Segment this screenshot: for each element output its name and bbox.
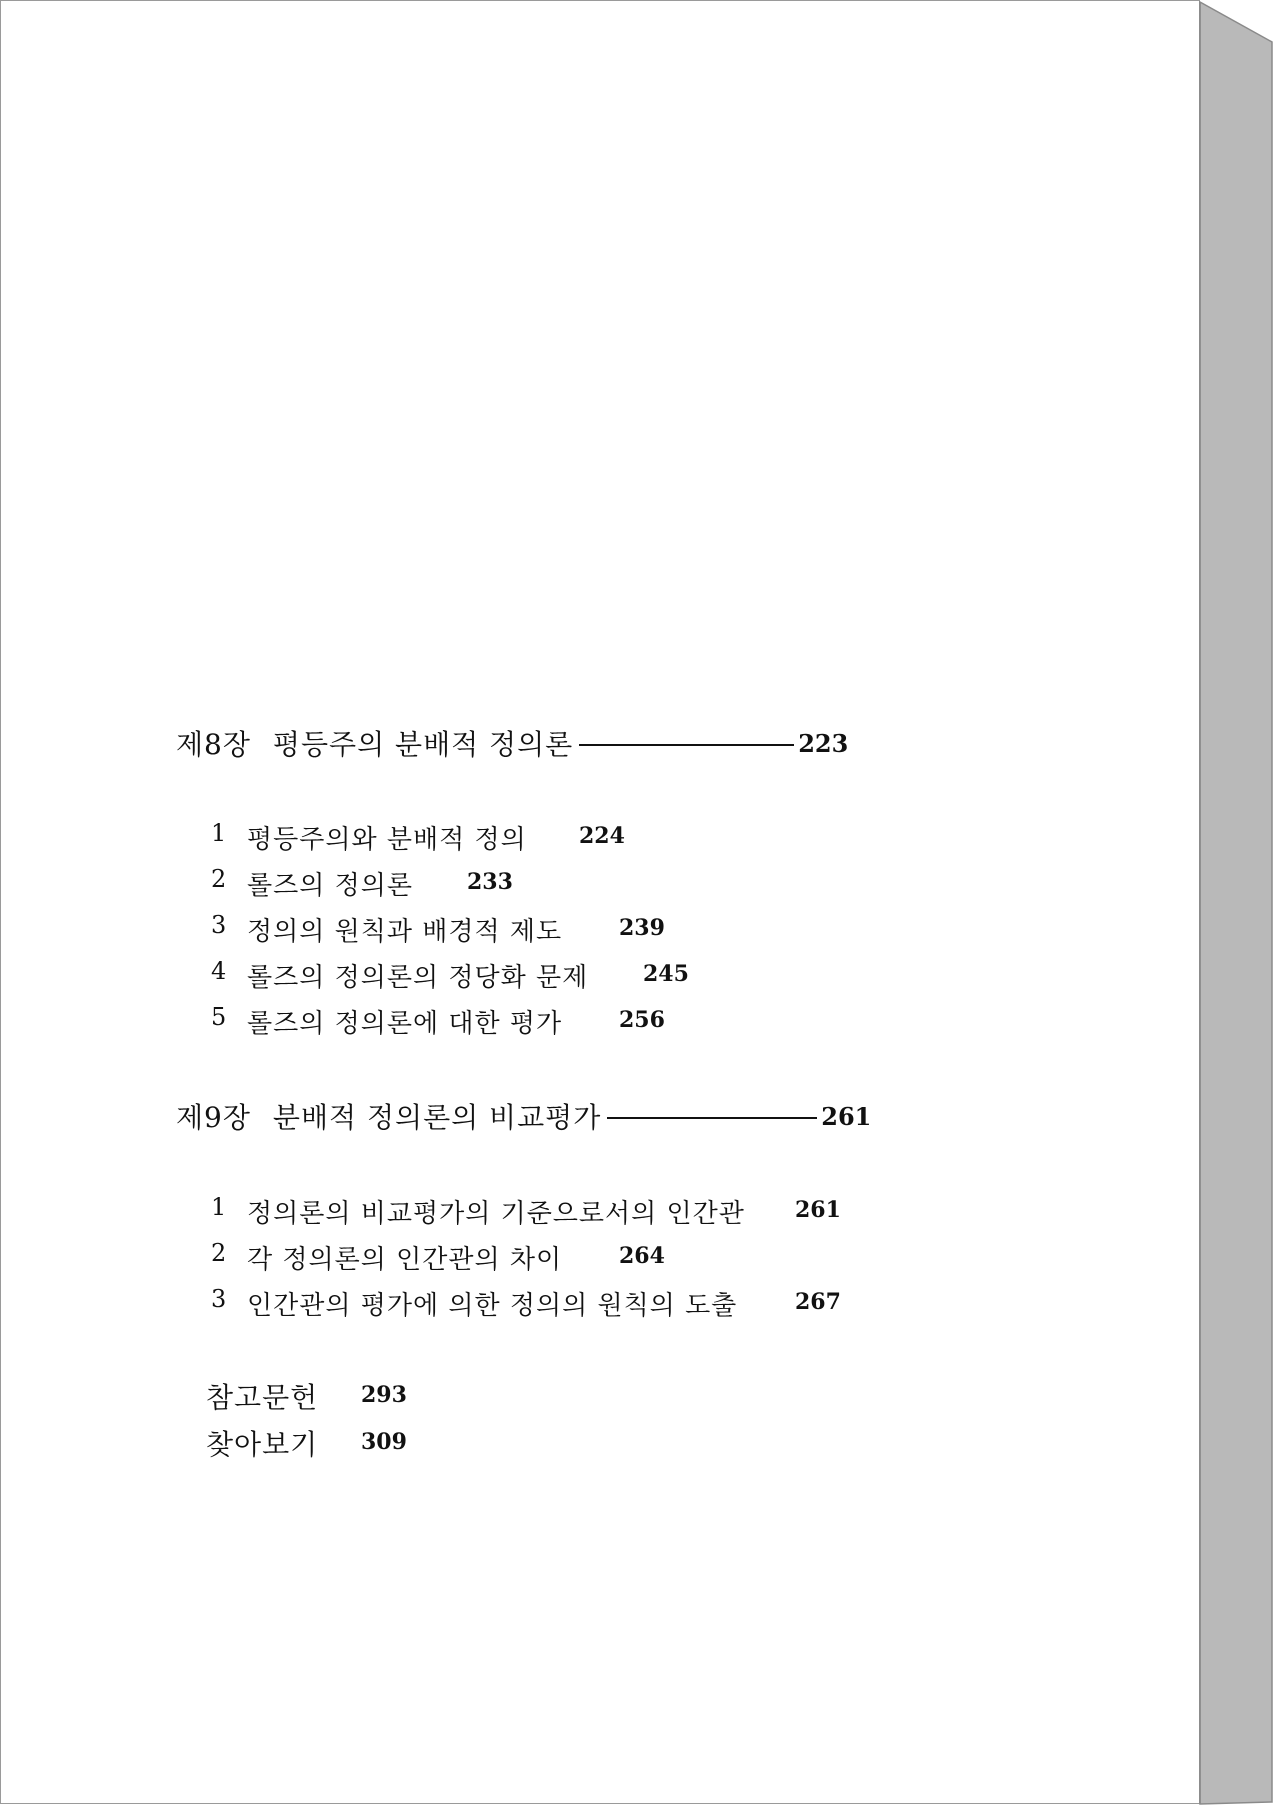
chapter-title: 분배적 정의론의 비교평가 <box>272 1101 602 1134</box>
section-number: 1 <box>211 1193 228 1221</box>
section-number: 2 <box>211 865 228 893</box>
section-page-number: 261 <box>795 1197 841 1223</box>
back-matter-title: 참고문헌 <box>206 1381 319 1414</box>
back-matter-page-number: 309 <box>361 1429 407 1455</box>
chapter-label: 제9장 <box>176 1101 251 1134</box>
back-matter-index <box>206 1423 407 1463</box>
section-page-number: 267 <box>795 1289 841 1315</box>
section-page-number: 256 <box>619 1007 665 1033</box>
chapter-page-number: 261 <box>821 1101 872 1131</box>
section-page-number: 233 <box>467 869 513 895</box>
section-number: 3 <box>211 1285 228 1313</box>
chapter-page-number: 223 <box>798 728 849 758</box>
section-title: 롤즈의 정의론에 대한 평가 <box>247 1009 563 1039</box>
leader-rule <box>579 744 794 746</box>
back-matter-title: 찾아보기 <box>206 1428 319 1461</box>
section-title: 롤즈의 정의론의 정당화 문제 <box>247 963 589 993</box>
section-title: 인간관의 평가에 의한 정의의 원칙의 도출 <box>247 1291 738 1321</box>
section-page-number: 224 <box>579 823 625 849</box>
section-number: 5 <box>211 1003 228 1031</box>
section-number: 4 <box>211 957 228 985</box>
section-title: 정의의 원칙과 배경적 제도 <box>247 917 563 947</box>
section-title: 각 정의론의 인간관의 차이 <box>247 1245 563 1275</box>
chapter-title: 평등주의 분배적 정의론 <box>272 728 574 761</box>
section-page-number: 264 <box>619 1243 665 1269</box>
section-number: 1 <box>211 819 228 847</box>
section-title: 정의론의 비교평가의 기준으로서의 인간관 <box>247 1199 745 1229</box>
back-matter-page-number: 293 <box>361 1382 407 1408</box>
table-of-contents <box>1 1 1201 1805</box>
chapter-8-heading <box>176 723 848 763</box>
section-title: 평등주의와 분배적 정의 <box>247 825 527 855</box>
chapter-9-heading <box>176 1096 871 1136</box>
section-title: 롤즈의 정의론 <box>247 871 413 901</box>
chapter-label: 제8장 <box>176 728 251 761</box>
section-page-number: 245 <box>643 961 689 987</box>
back-matter-references <box>206 1376 407 1416</box>
section-page-number: 239 <box>619 915 665 941</box>
section-number: 2 <box>211 1239 228 1267</box>
section-number: 3 <box>211 911 228 939</box>
leader-rule <box>607 1117 817 1119</box>
